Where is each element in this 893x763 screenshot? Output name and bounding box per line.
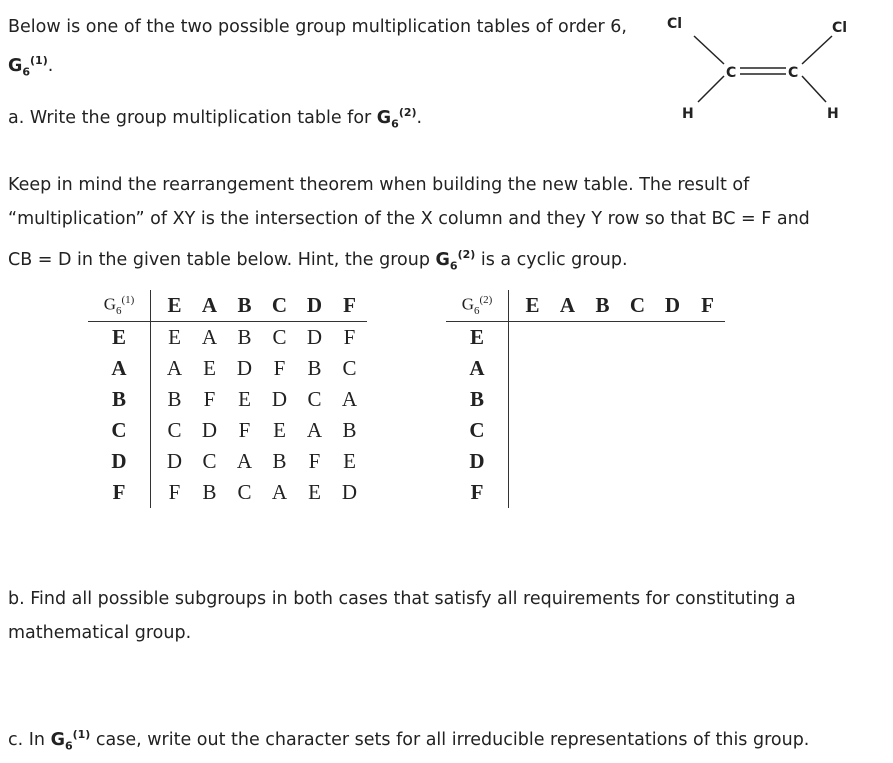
table1-col-header: D: [297, 290, 332, 322]
table1-cell: B: [342, 418, 357, 442]
table-row: [88, 415, 367, 446]
table2-col-header: A: [550, 290, 585, 322]
table1-cell: F: [343, 325, 356, 349]
table1-row-header: C: [88, 415, 151, 446]
instructions-line-2: “multiplication” of XY is the intersection of the X column and they Y row so that BC = F and: [8, 209, 810, 229]
table1-cell: E: [343, 449, 356, 473]
table-row: [88, 446, 367, 477]
multiplication-table-g6-1: [88, 290, 367, 508]
table1-row-header: E: [88, 322, 151, 354]
table1-cell: F: [273, 356, 286, 380]
table1-cell: D: [236, 356, 253, 380]
table1-cell: E: [238, 387, 251, 411]
table2-row-header: C: [446, 415, 509, 446]
carbon-right-label: C: [788, 65, 799, 81]
table1-cell: D: [271, 387, 288, 411]
table1-cell: E: [273, 418, 286, 442]
dichloroethene-structure: [650, 8, 890, 128]
table1-cell: A: [236, 449, 253, 473]
table1-cell: F: [308, 449, 321, 473]
table1-col-header: E: [151, 290, 193, 322]
table2-col-header: F: [690, 290, 725, 322]
table1-cell: F: [238, 418, 251, 442]
table1-cell: F: [203, 387, 216, 411]
group-symbol-g6-1: $G_6^{(1)}$: [50, 728, 91, 753]
table1-cell: B: [167, 387, 182, 411]
table2-header-row: [446, 290, 725, 322]
table1-cell: B: [237, 325, 252, 349]
table-row: [88, 353, 367, 384]
table2-col-header: D: [655, 290, 690, 322]
hydrogen-right-label: H: [827, 106, 839, 122]
table-row: [88, 384, 367, 415]
table1-col-header: A: [192, 290, 227, 322]
table1-row-header: D: [88, 446, 151, 477]
table1-cell: D: [341, 480, 358, 504]
table1-cell: C: [342, 356, 357, 380]
table2-empty-row: [509, 415, 726, 446]
part-c-question: c. In $G_6^{(1)}$ case, write out the character sets for all irreducible representations of this group.: [8, 728, 810, 753]
table2-row-header: D: [446, 446, 509, 477]
table2-row-header: E: [446, 322, 509, 354]
table1-col-header: C: [262, 290, 297, 322]
bond-c-h-right: [802, 76, 826, 102]
bond-c-cl-right: [802, 36, 832, 64]
bond-cl-c-left: [694, 36, 724, 64]
part-a-question: a. Write the group multiplication table for $G_6^{(2)}$.: [8, 106, 423, 131]
group-symbol-g6-2: $G_6^{(2)}$: [435, 248, 476, 273]
table1-cell: C: [237, 480, 252, 504]
intro-line-2: $G_6^{(1)}$.: [8, 54, 54, 79]
table1-row-header: A: [88, 353, 151, 384]
table1-cell: A: [166, 356, 183, 380]
table1-cell: C: [272, 325, 287, 349]
table1-cell: B: [307, 356, 322, 380]
intro-line-1: Below is one of the two possible group multiplication tables of order 6,: [8, 17, 627, 37]
table1-cell: D: [306, 325, 323, 349]
group-symbol-g6-1: $G_6^{(1)}$: [8, 54, 48, 79]
chlorine-left-label: Cl: [667, 16, 683, 32]
table-row: [88, 322, 367, 354]
table1-cell: A: [306, 418, 323, 442]
table2-empty-row: [509, 353, 726, 384]
carbon-left-label: C: [726, 65, 737, 81]
table1-cell: D: [166, 449, 183, 473]
table-row: [446, 384, 725, 415]
table2-row-header: A: [446, 353, 509, 384]
table2-empty-row: [509, 322, 726, 354]
table-row: [446, 353, 725, 384]
table1-col-header: F: [332, 290, 367, 322]
table-row: [446, 446, 725, 477]
instructions-line-1: Keep in mind the rearrangement theorem when building the new table. The result of: [8, 175, 750, 195]
table2-col-header: B: [585, 290, 620, 322]
table1-cell: C: [202, 449, 217, 473]
hydrogen-left-label: H: [682, 106, 694, 122]
table1-cell: A: [271, 480, 288, 504]
table1-cell: F: [168, 480, 181, 504]
chlorine-right-label: Cl: [832, 20, 848, 36]
table1-cell: B: [272, 449, 287, 473]
table2-row-header: F: [446, 477, 509, 508]
table2-row-header: B: [446, 384, 509, 415]
table1-cell: E: [308, 480, 321, 504]
table-row: [88, 477, 367, 508]
table1-cell: C: [167, 418, 182, 442]
table2-col-header: C: [620, 290, 655, 322]
table1-col-header: B: [227, 290, 262, 322]
table1-cell: B: [202, 480, 217, 504]
table-row: [446, 322, 725, 354]
instructions-line-3: CB = D in the given table below. Hint, the group $G_6^{(2)}$ is a cyclic group.: [8, 248, 628, 273]
multiplication-table-g6-2: [446, 290, 725, 508]
table1-cell: E: [168, 325, 181, 349]
group-symbol-g6-2: $G_6^{(2)}$: [376, 106, 417, 131]
table1-cell: A: [201, 325, 218, 349]
table2-empty-row: [509, 384, 726, 415]
part-b-line-1: b. Find all possible subgroups in both cases that satisfy all requirements for constituting a: [8, 589, 796, 609]
table2-corner-label: $G_6^{(2)}$: [446, 290, 509, 322]
table1-cell: C: [307, 387, 322, 411]
table1-row-header: F: [88, 477, 151, 508]
table-row: [446, 477, 725, 508]
table1-corner-label: $G_6^{(1)}$: [88, 290, 151, 322]
table1-cell: E: [203, 356, 216, 380]
table2-empty-row: [509, 477, 726, 508]
table1-cell: A: [341, 387, 358, 411]
part-b-line-2: mathematical group.: [8, 623, 192, 643]
table1-header-row: [88, 290, 367, 322]
table2-col-header: E: [509, 290, 551, 322]
table1-cell: D: [201, 418, 218, 442]
table-row: [446, 415, 725, 446]
table1-row-header: B: [88, 384, 151, 415]
bond-c-h-left: [698, 76, 724, 102]
table2-empty-row: [509, 446, 726, 477]
